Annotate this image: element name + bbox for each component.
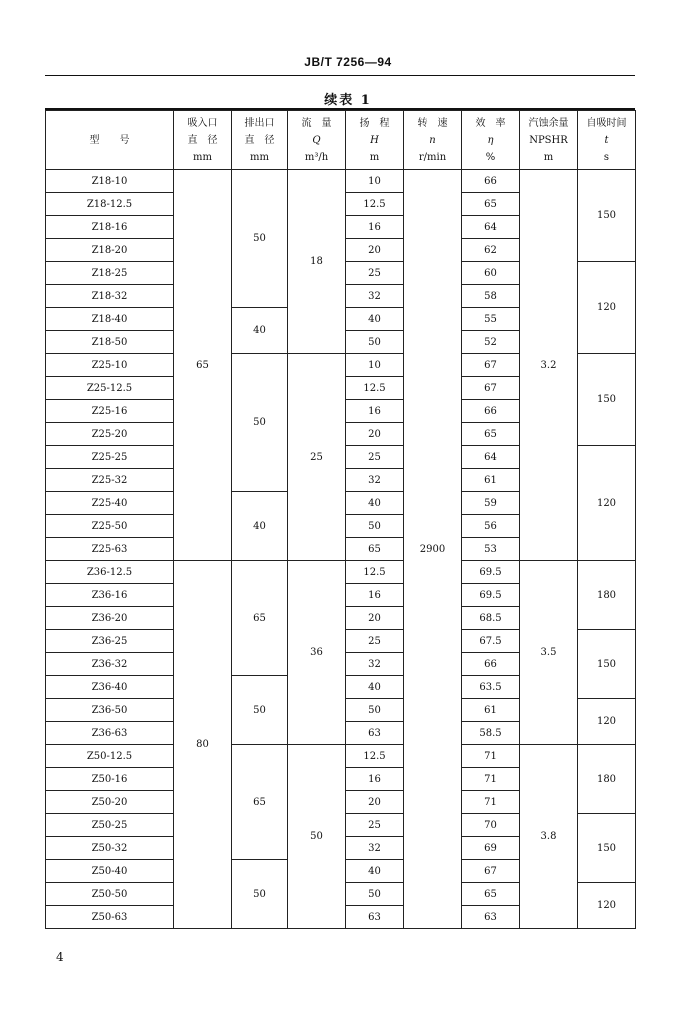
model-cell: Z36-50 — [46, 699, 174, 722]
standard-number: JB/T 7256—94 — [304, 55, 392, 69]
head-cell: 63 — [346, 906, 404, 929]
table-title: 续表 1 — [324, 93, 372, 108]
model-cell: Z36-25 — [46, 630, 174, 653]
model-cell: Z18-25 — [46, 262, 174, 285]
column-header-line: n — [429, 134, 436, 146]
head-cell: 32 — [346, 837, 404, 860]
model-cell: Z36-20 — [46, 607, 174, 630]
column-header-line: 转 速 — [417, 117, 448, 129]
priming-time-cell: 150 — [578, 354, 636, 446]
discharge-diameter-cell: 50 — [232, 170, 288, 308]
efficiency-cell: 69 — [462, 837, 520, 860]
head-cell: 20 — [346, 239, 404, 262]
discharge-diameter-cell: 50 — [232, 676, 288, 745]
model-cell: Z18-40 — [46, 308, 174, 331]
head-cell: 16 — [346, 216, 404, 239]
table-row — [46, 745, 636, 768]
discharge-diameter-cell: 50 — [232, 860, 288, 929]
head-cell: 50 — [346, 883, 404, 906]
model-cell: Z36-16 — [46, 584, 174, 607]
head-cell: 32 — [346, 653, 404, 676]
efficiency-cell: 63 — [462, 906, 520, 929]
model-cell: Z36-63 — [46, 722, 174, 745]
column-header-line: η — [487, 134, 494, 146]
column-header-line: s — [603, 151, 610, 163]
model-cell: Z25-16 — [46, 400, 174, 423]
efficiency-cell: 71 — [462, 768, 520, 791]
column-header-flow — [288, 111, 346, 170]
priming-time-cell: 120 — [578, 883, 636, 929]
model-cell: Z36-40 — [46, 676, 174, 699]
head-cell: 16 — [346, 768, 404, 791]
efficiency-cell: 63.5 — [462, 676, 520, 699]
head-cell: 20 — [346, 791, 404, 814]
table-header — [46, 111, 636, 170]
head-cell: 12.5 — [346, 377, 404, 400]
npshr-cell: 3.2 — [520, 170, 578, 561]
column-header-line: 扬 程 — [359, 117, 390, 129]
efficiency-cell: 58 — [462, 285, 520, 308]
efficiency-cell: 60 — [462, 262, 520, 285]
column-header-line: 直 径 — [244, 134, 275, 146]
column-header-speed — [404, 111, 462, 170]
pump-spec-table — [45, 110, 636, 929]
model-cell: Z25-40 — [46, 492, 174, 515]
column-header-line: 直 径 — [187, 134, 218, 146]
head-cell: 25 — [346, 446, 404, 469]
head-cell: 40 — [346, 308, 404, 331]
column-header-model — [46, 111, 174, 170]
column-header-line: 流 量 — [301, 117, 332, 129]
efficiency-cell: 69.5 — [462, 561, 520, 584]
model-cell: Z25-50 — [46, 515, 174, 538]
efficiency-cell: 59 — [462, 492, 520, 515]
efficiency-cell: 67 — [462, 860, 520, 883]
column-header-line: 自吸时间 — [586, 117, 627, 129]
efficiency-cell: 55 — [462, 308, 520, 331]
npshr-cell: 3.8 — [520, 745, 578, 929]
suction-diameter-cell: 80 — [174, 561, 232, 929]
head-cell: 16 — [346, 584, 404, 607]
model-cell: Z50-40 — [46, 860, 174, 883]
table-row — [46, 170, 636, 193]
head-cell: 63 — [346, 722, 404, 745]
efficiency-cell: 67.5 — [462, 630, 520, 653]
efficiency-cell: 61 — [462, 469, 520, 492]
column-header-efficiency — [462, 111, 520, 170]
discharge-diameter-cell: 50 — [232, 354, 288, 492]
model-cell: Z25-12.5 — [46, 377, 174, 400]
efficiency-cell: 65 — [462, 193, 520, 216]
head-cell: 25 — [346, 630, 404, 653]
model-cell: Z18-50 — [46, 331, 174, 354]
head-cell: 12.5 — [346, 561, 404, 584]
efficiency-cell: 69.5 — [462, 584, 520, 607]
model-cell: Z50-12.5 — [46, 745, 174, 768]
column-header-line: 型 号 — [89, 134, 130, 146]
head-cell: 20 — [346, 423, 404, 446]
column-header-npshr — [520, 111, 578, 170]
head-cell: 25 — [346, 814, 404, 837]
column-header-line: % — [485, 151, 496, 163]
discharge-diameter-cell: 65 — [232, 561, 288, 676]
table-row — [46, 561, 636, 584]
efficiency-cell: 67 — [462, 377, 520, 400]
head-cell: 40 — [346, 676, 404, 699]
model-cell: Z18-32 — [46, 285, 174, 308]
efficiency-cell: 64 — [462, 216, 520, 239]
efficiency-cell: 68.5 — [462, 607, 520, 630]
efficiency-cell: 62 — [462, 239, 520, 262]
model-cell: Z50-16 — [46, 768, 174, 791]
column-header-line: mm — [250, 151, 269, 163]
efficiency-cell: 71 — [462, 745, 520, 768]
efficiency-cell: 61 — [462, 699, 520, 722]
efficiency-cell: 70 — [462, 814, 520, 837]
model-cell: Z25-32 — [46, 469, 174, 492]
efficiency-cell: 56 — [462, 515, 520, 538]
head-cell: 10 — [346, 170, 404, 193]
priming-time-cell: 180 — [578, 561, 636, 630]
model-cell: Z50-63 — [46, 906, 174, 929]
priming-time-cell: 150 — [578, 630, 636, 699]
flow-cell: 18 — [288, 170, 346, 354]
efficiency-cell: 58.5 — [462, 722, 520, 745]
column-header-priming-time — [578, 111, 636, 170]
column-header-line: 汽蚀余量 — [528, 117, 569, 129]
head-cell: 20 — [346, 607, 404, 630]
column-header-line: mm — [193, 151, 212, 163]
priming-time-cell: 120 — [578, 699, 636, 745]
page-number: 4 — [56, 950, 64, 964]
table-body — [46, 170, 636, 929]
efficiency-cell: 66 — [462, 653, 520, 676]
head-cell: 50 — [346, 699, 404, 722]
column-header-line: NPSHR — [529, 134, 568, 146]
column-header-line: 效 率 — [475, 117, 506, 129]
column-header-line: m — [369, 151, 380, 163]
head-cell: 50 — [346, 331, 404, 354]
model-cell: Z25-25 — [46, 446, 174, 469]
column-header-suction-diameter — [174, 111, 232, 170]
head-cell: 40 — [346, 860, 404, 883]
efficiency-cell: 65 — [462, 883, 520, 906]
model-cell: Z25-20 — [46, 423, 174, 446]
head-cell: 32 — [346, 285, 404, 308]
model-cell: Z18-12.5 — [46, 193, 174, 216]
model-cell: Z25-10 — [46, 354, 174, 377]
priming-time-cell: 150 — [578, 814, 636, 883]
efficiency-cell: 53 — [462, 538, 520, 561]
speed-cell: 2900 — [404, 170, 462, 929]
column-header-line — [46, 115, 173, 132]
column-header-line: H — [370, 134, 379, 146]
column-header-line: r/min — [418, 151, 447, 163]
flow-cell: 36 — [288, 561, 346, 745]
efficiency-cell: 67 — [462, 354, 520, 377]
column-header-discharge-diameter — [232, 111, 288, 170]
model-cell: Z18-20 — [46, 239, 174, 262]
discharge-diameter-cell: 40 — [232, 492, 288, 561]
efficiency-cell: 66 — [462, 170, 520, 193]
head-cell: 32 — [346, 469, 404, 492]
column-header-line: m — [543, 151, 554, 163]
column-header-line: 排出口 — [244, 117, 275, 129]
model-cell: Z18-16 — [46, 216, 174, 239]
model-cell: Z50-20 — [46, 791, 174, 814]
head-cell: 16 — [346, 400, 404, 423]
head-cell: 40 — [346, 492, 404, 515]
head-cell: 10 — [346, 354, 404, 377]
head-cell: 12.5 — [346, 193, 404, 216]
npshr-cell: 3.5 — [520, 561, 578, 745]
flow-cell: 50 — [288, 745, 346, 929]
column-header-head — [346, 111, 404, 170]
model-cell: Z25-63 — [46, 538, 174, 561]
priming-time-cell: 150 — [578, 170, 636, 262]
head-cell: 65 — [346, 538, 404, 561]
head-cell: 25 — [346, 262, 404, 285]
model-cell: Z50-32 — [46, 837, 174, 860]
efficiency-cell: 71 — [462, 791, 520, 814]
priming-time-cell: 120 — [578, 262, 636, 354]
efficiency-cell: 64 — [462, 446, 520, 469]
column-header-line: 吸入口 — [187, 117, 218, 129]
discharge-diameter-cell: 65 — [232, 745, 288, 860]
priming-time-cell: 120 — [578, 446, 636, 561]
efficiency-cell: 65 — [462, 423, 520, 446]
efficiency-cell: 66 — [462, 400, 520, 423]
model-cell: Z36-12.5 — [46, 561, 174, 584]
model-cell: Z36-32 — [46, 653, 174, 676]
discharge-diameter-cell: 40 — [232, 308, 288, 354]
suction-diameter-cell: 65 — [174, 170, 232, 561]
priming-time-cell: 180 — [578, 745, 636, 814]
column-header-line: Q — [312, 134, 321, 146]
model-cell: Z50-25 — [46, 814, 174, 837]
head-cell: 12.5 — [346, 745, 404, 768]
header-rule — [45, 75, 635, 76]
column-header-line: m³/h — [304, 151, 329, 163]
column-header-line: t — [604, 134, 609, 146]
column-header-line — [46, 149, 173, 166]
head-cell: 50 — [346, 515, 404, 538]
model-cell: Z18-10 — [46, 170, 174, 193]
flow-cell: 25 — [288, 354, 346, 561]
efficiency-cell: 52 — [462, 331, 520, 354]
model-cell: Z50-50 — [46, 883, 174, 906]
